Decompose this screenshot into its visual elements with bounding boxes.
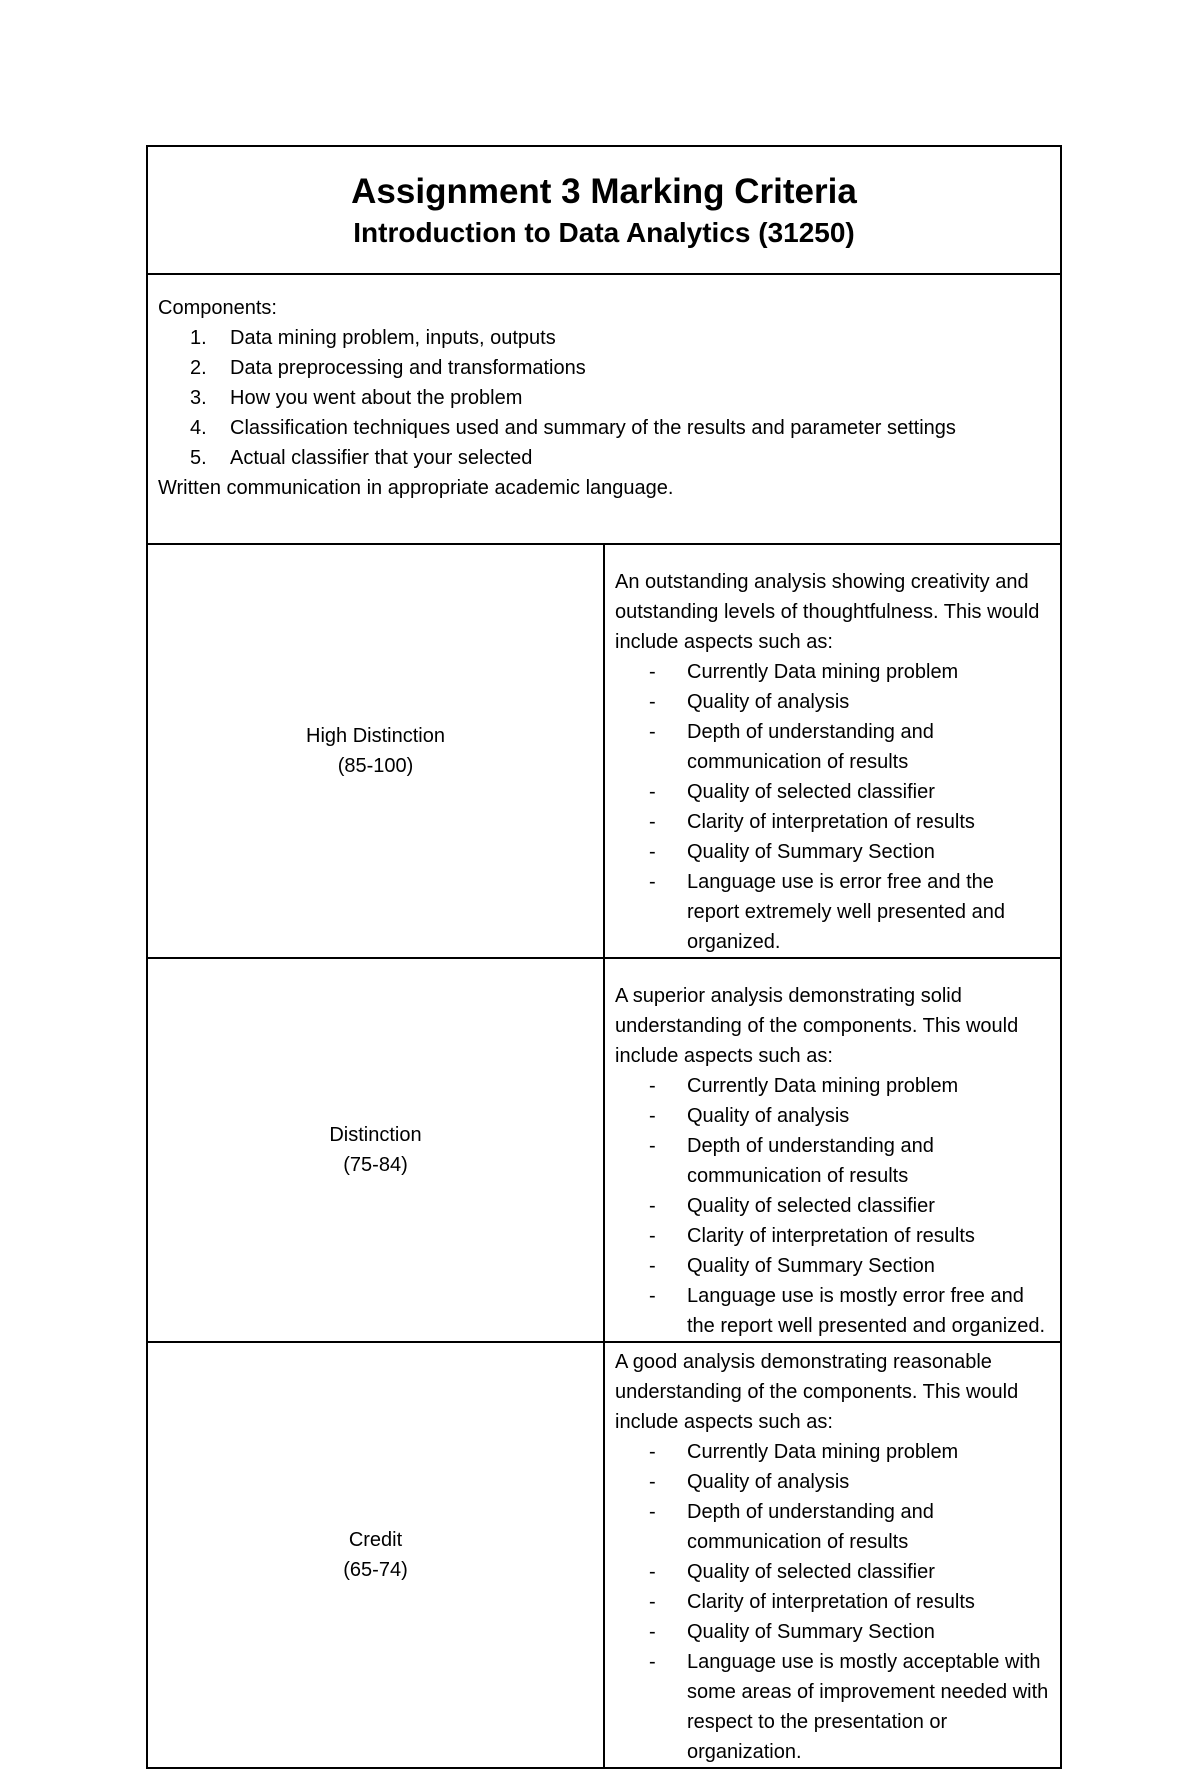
- grade-description-cell: [604, 958, 1061, 1342]
- aspect-item: - Quality of analysis: [687, 1467, 1050, 1497]
- aspect-item: - Quality of selected classifier: [687, 1557, 1050, 1587]
- aspect-item: - Quality of Summary Section: [687, 1617, 1050, 1647]
- components-footer: Written communication in appropriate academic language.: [158, 477, 674, 499]
- aspect-item: - Currently Data mining problem: [687, 657, 1050, 687]
- aspect-item: - Depth of understanding and communication of results: [687, 1131, 1050, 1191]
- component-text: Actual classifier that your selected: [230, 447, 533, 469]
- component-number: 2.: [190, 357, 207, 379]
- grade-range: (65-74): [343, 1559, 408, 1581]
- aspect-item: - Currently Data mining problem: [687, 1437, 1050, 1467]
- component-number: 1.: [190, 327, 207, 349]
- aspect-item: - Quality of selected classifier: [687, 777, 1050, 807]
- grade-name: Credit: [348, 1529, 403, 1551]
- grade-row-high-distinction: [147, 544, 1061, 958]
- aspect-list: [615, 657, 1050, 957]
- aspect-item: - Clarity of interpretation of results: [687, 1221, 1050, 1251]
- component-text: Data preprocessing and transformations: [230, 357, 586, 379]
- aspect-list: [615, 1071, 1050, 1341]
- grade-range: (85-100): [337, 755, 414, 777]
- component-number: 4.: [190, 417, 207, 439]
- components-cell: [147, 274, 1061, 544]
- grade-description-cell: [604, 544, 1061, 958]
- grade-description-cell: [604, 1342, 1061, 1768]
- grade-name: Distinction: [329, 1124, 422, 1146]
- component-item: [190, 383, 1050, 413]
- aspect-item: - Quality of selected classifier: [687, 1191, 1050, 1221]
- grade-intro: An outstanding analysis showing creativity and outstanding levels of thoughtfulness. This would include aspects such as:: [615, 571, 1040, 653]
- grade-intro: A superior analysis demonstrating solid understanding of the components. This would include aspects such as:: [615, 985, 1019, 1067]
- grade-label-cell: [147, 958, 604, 1342]
- grade-row-credit: [147, 1342, 1061, 1768]
- component-number: 3.: [190, 387, 207, 409]
- aspect-list: [615, 1437, 1050, 1767]
- component-text: How you went about the problem: [230, 387, 523, 409]
- component-item: [190, 443, 1050, 473]
- components-list: [158, 323, 1050, 473]
- grade-intro: A good analysis demonstrating reasonable understanding of the components. This would include aspects such as:: [615, 1351, 1019, 1433]
- component-item: [190, 323, 1050, 353]
- aspect-item: - Language use is mostly error free and the report well presented and organized.: [687, 1281, 1050, 1341]
- aspect-item: - Quality of Summary Section: [687, 1251, 1050, 1281]
- grade-label-cell: [147, 1342, 604, 1768]
- aspect-item: - Quality of Summary Section: [687, 837, 1050, 867]
- document-title: Assignment 3 Marking Criteria: [351, 172, 857, 211]
- component-item: [190, 353, 1050, 383]
- aspect-item: - Quality of analysis: [687, 1101, 1050, 1131]
- grade-name: High Distinction: [306, 725, 445, 747]
- component-number: 5.: [190, 447, 207, 469]
- aspect-item: - Depth of understanding and communication of results: [687, 1497, 1050, 1557]
- aspect-item: - Depth of understanding and communication of results: [687, 717, 1050, 777]
- component-item: [190, 413, 1050, 443]
- document-subtitle: Introduction to Data Analytics (31250): [353, 217, 855, 248]
- aspect-item: - Language use is error free and the report extremely well presented and organized.: [687, 867, 1050, 957]
- grade-label-cell: [147, 544, 604, 958]
- components-heading: Components:: [158, 297, 277, 319]
- aspect-item: - Currently Data mining problem: [687, 1071, 1050, 1101]
- components-row: [147, 274, 1061, 544]
- title-cell: [147, 146, 1061, 274]
- aspect-item: - Quality of analysis: [687, 687, 1050, 717]
- marking-criteria-table: [146, 145, 1062, 1769]
- grade-range: (75-84): [343, 1154, 408, 1176]
- grade-row-distinction: [147, 958, 1061, 1342]
- title-row: [147, 146, 1061, 274]
- component-text: Data mining problem, inputs, outputs: [230, 327, 556, 349]
- aspect-item: - Language use is mostly acceptable with some areas of improvement needed with respect to the presentation or organization.: [687, 1647, 1050, 1767]
- aspect-item: - Clarity of interpretation of results: [687, 1587, 1050, 1617]
- component-text: Classification techniques used and summary of the results and parameter settings: [230, 417, 956, 439]
- aspect-item: - Clarity of interpretation of results: [687, 807, 1050, 837]
